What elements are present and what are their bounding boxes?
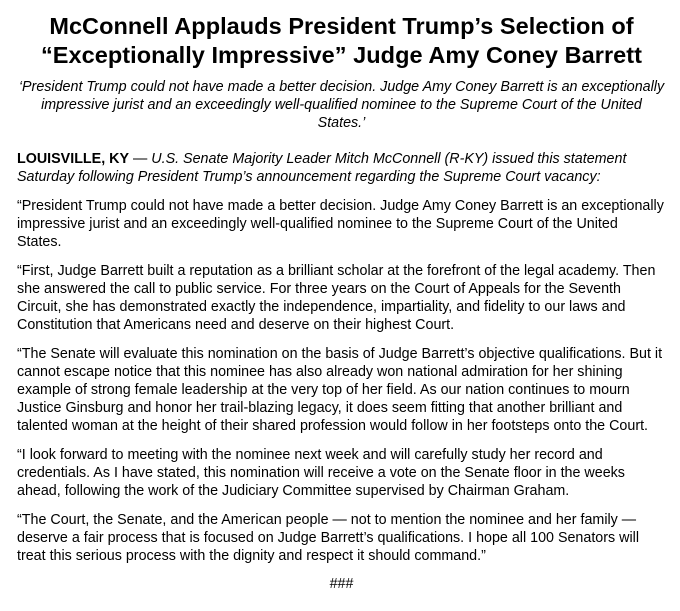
subheadline-quote: ‘President Trump could not have made a better decision. Judge Amy Coney Barrett is an exceptionally impressive jurist and an exceedingly well-qualified nominee to the Supreme Court of the United States.’ (18, 79, 665, 131)
dateline-location: LOUISVILLE, KY (17, 151, 130, 167)
dateline-lead: U.S. Senate Majority Leader Mitch McConnell (R-KY) issued this statement Saturday following President Trump’s announcement regarding the Supreme Court vacancy: (17, 151, 627, 185)
body-paragraph-5: “The Court, the Senate, and the American people — not to mention the nominee and her family — deserve a fair process that is focused on Judge Barrett’s qualifications. I hope all 100 Senators will treat this serious process with the dignity and respect it should command.” (17, 512, 639, 564)
end-mark: ### (329, 576, 354, 592)
dateline-paragraph (17, 150, 666, 186)
headline: McConnell Applauds President Trump’s Selection of “Exceptionally Impressive” Judge Amy Coney Barrett (40, 13, 643, 68)
dateline-separator: — (129, 151, 152, 167)
body-paragraph-1: “President Trump could not have made a better decision. Judge Amy Coney Barrett is an exceptionally impressive jurist and an exceedingly well-qualified nominee to the Supreme Court of the United States. (17, 198, 664, 250)
body-paragraph-3: “The Senate will evaluate this nomination on the basis of Judge Barrett’s objective qualifications. But it cannot escape notice that this nominee has also already won national admiration for her shining example of strong female leadership at the very top of her field. As our nation continues to mourn Justice Ginsburg and honor her trail-blazing legacy, it does seem fitting that another brilliant and talented woman at the height of their shared profession would follow in her footsteps onto the Court. (17, 346, 663, 434)
body-paragraph-4: “I look forward to meeting with the nominee next week and will carefully study her record and credentials. As I have stated, this nomination will receive a vote on the Senate floor in the weeks ahead, following the work of the Judiciary Committee supervised by Chairman Graham. (17, 447, 625, 499)
body-paragraph-2: “First, Judge Barrett built a reputation as a brilliant scholar at the forefront of the legal academy. Then she answered the call to public service. For three years on the Court of Appeals for the Seventh Circuit, she has demonstrated exactly the independence, impartiality, and fidelity to our laws and Constitution that Americans need and deserve on their highest Court. (17, 263, 656, 333)
